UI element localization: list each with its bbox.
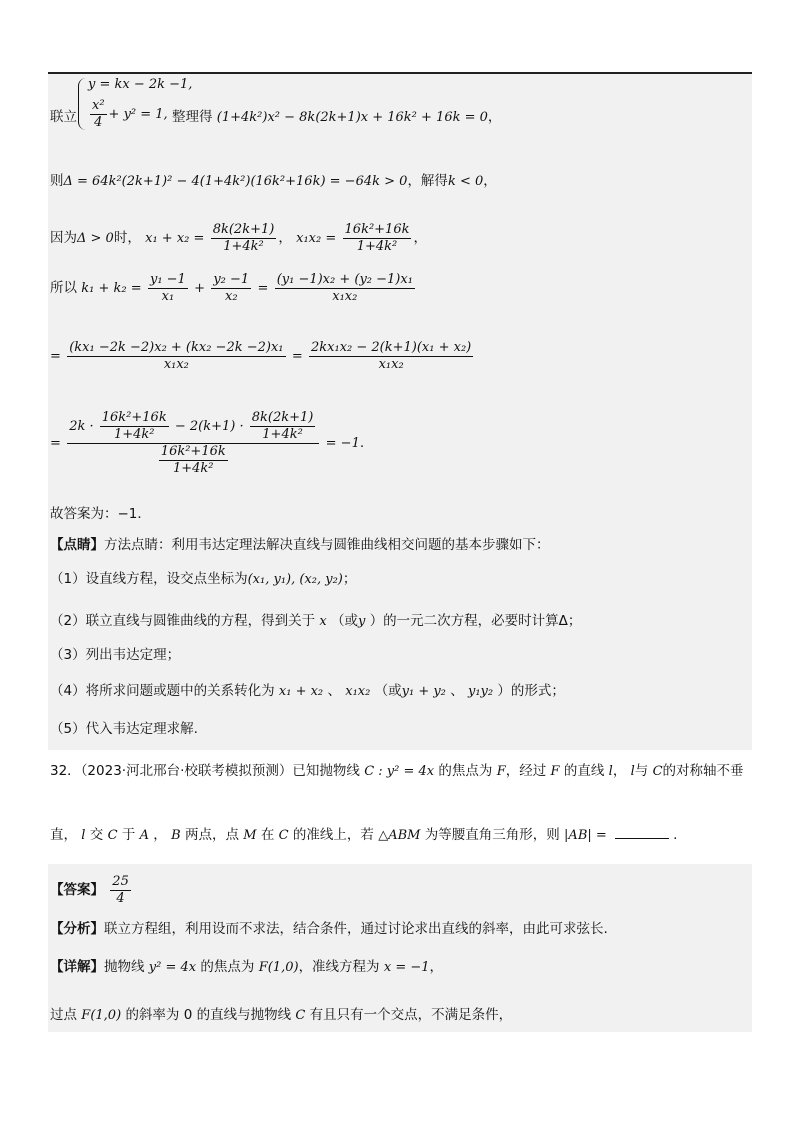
- f3-den: x₁x₂: [332, 289, 358, 304]
- delta-positive: Δ > 0: [77, 231, 114, 246]
- step-1-text: （1）设直线方程，设交点坐标为: [50, 571, 248, 587]
- step-1: [50, 570, 356, 589]
- expand-line: = $\frac{\text{(kx₁ −2k −2)x₂ + (kx₂ −2k −2)x₁}}{\text{x₁x₂}}$ = $\frac{\text{2kx₁x₂ − 2(k+1)(x₁ + x₂)}}{\text{x₁x₂}}$: [50, 340, 472, 372]
- detail-tag: 【详解】: [50, 959, 104, 975]
- q-F2: F: [550, 764, 560, 779]
- answer-num: 25: [112, 874, 129, 889]
- eq2-num: x²: [92, 98, 105, 113]
- sum-lhs: x₁ + x₂ =: [145, 231, 205, 246]
- step-2-mid: （或: [331, 613, 359, 629]
- q-text-1: 的焦点为: [438, 763, 493, 779]
- f4-den: x₁x₂: [163, 357, 189, 372]
- f1-den: x₁: [161, 289, 175, 304]
- q2-h: 为等腰直角三角形，则: [424, 827, 560, 843]
- system-eq2: [88, 98, 168, 131]
- f6-a-den: 1+4k²: [113, 427, 155, 442]
- q2-triangle: △ABM: [378, 828, 421, 843]
- question-32-line-2: [50, 826, 677, 845]
- step-4-d: y₁y₂: [468, 684, 494, 699]
- q2-g: 的准线上，若: [292, 827, 374, 843]
- answer-blank: [615, 838, 669, 839]
- f6-term-a: 2k ·: [69, 419, 94, 434]
- step-4-b: x₁x₂: [345, 684, 371, 699]
- f5-num: 2kx₁x₂ − 2(k+1)(x₁ + x₂): [311, 340, 472, 355]
- detail-p2-point: F(1,0): [81, 1008, 122, 1023]
- step-2-text: （2）联立直线与圆锥曲线的方程，得到关于: [50, 613, 316, 629]
- so-label: 所以: [50, 280, 77, 296]
- step-5: （5）代入韦达定理求解.: [50, 721, 198, 737]
- q-text-6: 的对称轴不垂: [662, 763, 744, 779]
- step-3: （3）列出韦达定理；: [50, 647, 181, 663]
- q2-B: B: [171, 828, 181, 843]
- q-text-3: 的直线: [563, 763, 605, 779]
- k-condition: k < 0: [447, 174, 484, 189]
- step-1-math: (x₁, y₁), (x₂, y₂): [247, 572, 343, 587]
- f6-den-num: 16k²+16k: [160, 444, 226, 459]
- big-numerator: [67, 410, 319, 444]
- f6-a-num: 16k²+16k: [101, 410, 167, 425]
- quadratic-eq: (1+4k²)x² − 8k(2k+1)x + 16k² + 16k = 0: [216, 110, 488, 125]
- system-eq1: y = kx − 2k −1,: [88, 77, 193, 92]
- q2-end: .: [673, 827, 678, 843]
- step-2-x: x: [319, 614, 327, 629]
- k-tail: ，: [483, 173, 497, 189]
- q2-b: 交: [89, 827, 104, 843]
- question-source: （2023·河北邢台·校联考模拟预测）已知抛物线: [80, 763, 360, 779]
- answer-row: [50, 874, 133, 907]
- step-4-tail: ）的形式；: [497, 683, 565, 699]
- step-4: [50, 682, 565, 701]
- answer-tag: 【答案】: [50, 882, 104, 898]
- parabola-eq: C : y² = 4x: [364, 764, 435, 779]
- q2-C: C: [107, 828, 118, 843]
- step-2-y: y: [358, 614, 366, 629]
- q2-a: 直，: [50, 827, 77, 843]
- simplify-label: 整理得: [172, 109, 213, 125]
- prod-den: 1+4k²: [356, 239, 398, 254]
- detail-t2: 的焦点为: [200, 959, 255, 975]
- step-4-sep2: 、: [450, 683, 464, 699]
- detail-row-1: [50, 958, 443, 977]
- prod-num: 16k²+16k: [344, 222, 410, 237]
- q-C: C: [652, 764, 663, 779]
- quadratic-line: [172, 108, 501, 127]
- slope-sum-lhs: k₁ + k₂ =: [81, 281, 142, 296]
- q2-ab: |AB| =: [564, 828, 607, 843]
- step-4-sep1: 、: [327, 683, 341, 699]
- f6-b-den: 1+4k²: [262, 427, 303, 442]
- q-text-5: 与: [634, 763, 649, 779]
- answer-line: 故答案为：−1．: [50, 506, 151, 522]
- step-1-tail: ；: [342, 571, 357, 587]
- detail-focus: F(1,0): [258, 960, 299, 975]
- prod-lhs: x₁x₂ =: [296, 231, 337, 246]
- because-label: 因为: [50, 230, 77, 246]
- q2-f: 在: [260, 827, 275, 843]
- q2-C2: C: [278, 828, 289, 843]
- f4-num: (kx₁ −2k −2)x₂ + (kx₂ −2k −2)x₁: [69, 340, 284, 355]
- f2-den: x₂: [224, 289, 238, 304]
- step-4-text: （4）将所求问题或题中的关系转化为: [50, 683, 275, 699]
- answer-den: 4: [116, 891, 125, 906]
- detail-t1: 抛物线: [104, 959, 145, 975]
- q2-d: ，: [153, 827, 167, 843]
- sum-den: 1+4k²: [223, 239, 264, 254]
- comment-tag: 【点睛】: [50, 537, 104, 553]
- big-denominator: [155, 444, 232, 477]
- q-text-2: ，经过: [505, 763, 547, 779]
- f6-term-b: − 2(k+1) ·: [174, 419, 244, 434]
- f6-b-num: 8k(2k+1): [251, 410, 314, 425]
- detail-p2-c: 有且只有一个交点，不满足条件，: [309, 1007, 513, 1023]
- analysis-row: [50, 920, 608, 938]
- detail-row-2: [50, 1006, 512, 1025]
- system-brace: [78, 78, 87, 130]
- q-l: l: [608, 764, 613, 779]
- analysis-text: 联立方程组，利用设而不求法，结合条件，通过讨论求出直线的斜率，由此可求弦长.: [104, 921, 608, 937]
- step-2-tail: ）的一元二次方程，必要时计算Δ；: [369, 613, 582, 629]
- q2-e: 两点，点: [184, 827, 239, 843]
- analysis-tag: 【分析】: [50, 921, 104, 937]
- step-4-c: y₁ + y₂: [401, 684, 446, 699]
- detail-p2-b: 的斜率为 0 的直线与抛物线: [125, 1007, 292, 1023]
- q2-c: 于: [121, 827, 136, 843]
- slope-sum-line: 所以 k₁ + k₂ = $\frac{\text{y₁ −1}}{\text{x₁}}$ + $\frac{\text{y₂ −1}}{\text{x₂}}$ = $\frac{\text{(y₁ −1)x₂ + (y₂ −1)x₁}}{\text{x₁x₂}}$: [50, 272, 413, 304]
- q2-M: M: [243, 828, 257, 843]
- f1-num: y₁ −1: [149, 272, 186, 287]
- step-4-a: x₁ + x₂: [278, 684, 324, 699]
- detail-eq: y² = 4x: [148, 960, 197, 975]
- detail-t3: ，准线方程为: [298, 959, 380, 975]
- detail-directrix: x = −1: [383, 960, 430, 975]
- quadratic-tail: ，: [487, 109, 502, 125]
- eq2-den: 4: [94, 115, 103, 130]
- system-label: 联立: [50, 109, 77, 125]
- disc-label: 则: [50, 173, 64, 189]
- q-text-4: ，: [612, 763, 627, 779]
- q2-A: A: [139, 828, 149, 843]
- comment-intro: 方法点睛：利用韦达定理法解决直线与圆锥曲线相交问题的基本步骤如下：: [104, 537, 550, 553]
- step-2: [50, 612, 581, 631]
- discriminant-line: [50, 172, 497, 191]
- detail-p2-C: C: [295, 1008, 306, 1023]
- detail-p2-a: 过点: [50, 1007, 77, 1023]
- f2-num: y₂ −1: [213, 272, 250, 287]
- sum-num: 8k(2k+1): [212, 222, 275, 237]
- detail-t4: ，: [429, 959, 444, 975]
- disc-tail: ，解得: [407, 173, 448, 189]
- comment-line: [50, 536, 550, 554]
- f3-num: (y₁ −1)x₂ + (y₂ −1)x₁: [276, 272, 413, 287]
- step-4-or: （或: [374, 683, 402, 699]
- q-F: F: [496, 764, 506, 779]
- result: = −1: [325, 436, 360, 451]
- question-number: 32．: [50, 763, 81, 779]
- vieta-line: 因为Δ > 0时， x₁ + x₂ = $\frac{8k(2k+1)}{\text{1+4k²}}$ ， x₁x₂ = $\frac{\text{16k²+16k}}{\text{1+4k²}}$ ，: [50, 222, 427, 254]
- f5-den: x₁x₂: [378, 357, 404, 372]
- eq2-rest: + y² = 1,: [108, 107, 168, 122]
- q-l2: l: [630, 764, 635, 779]
- final-compute-line: = 2k · $\frac{\text{16k²+16k}}{\text{1+4k²}}$ − 2(k+1) · $\frac{8k(2k+1)}{\text{1+4k²}}$ $\frac{\text{16k²+16k}}{\text{1+4k²}}$ = −1.: [50, 410, 365, 476]
- question-32-line-1: [50, 762, 744, 781]
- f6-den-den: 1+4k²: [173, 461, 214, 476]
- discriminant: Δ = 64k²(2k+1)² − 4(1+4k²)(16k²+16k) = −64k > 0: [63, 174, 408, 189]
- when-label: 时，: [113, 230, 141, 246]
- q2-l: l: [81, 828, 86, 843]
